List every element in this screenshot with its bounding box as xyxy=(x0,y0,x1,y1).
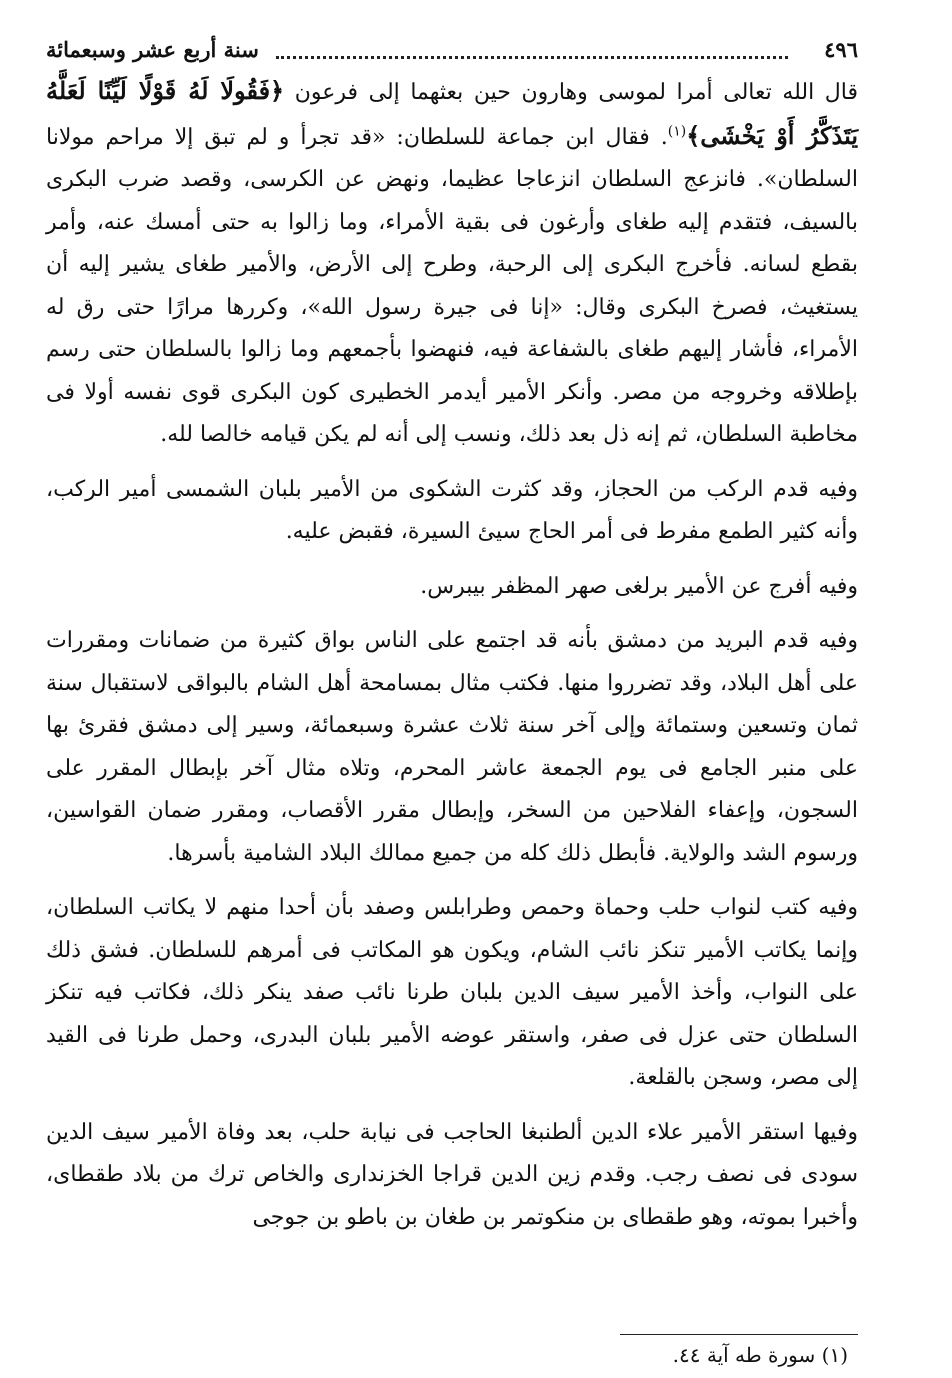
paragraph-2: وفيه قدم الركب من الحجاز، وقد كثرت الشكوى من الأمير بلبان الشمسى أمير الركب، وأنه كثير الطمع مفرط فى أمر الحاج سيئ السيرة، فقبض عليه. xyxy=(46,476,858,544)
quran-verse: ﴿فَقُولَا لَهُ قَوْلًا لَيِّنًا لَعَلَّهُ يَتَذَكَّرُ أَوْ يَخْشَى﴾ xyxy=(46,76,858,150)
footnote-reference: (١) xyxy=(667,123,687,140)
running-title: سنة أربع عشر وسبعمائة xyxy=(46,37,259,62)
paragraph-3: وفيه أفرج عن الأمير برلغى صهر المظفر بيبرس. xyxy=(420,573,858,599)
page-number: ٤٩٦ xyxy=(824,37,858,62)
paragraph-1 xyxy=(46,70,858,457)
paragraph-5: وفيه كتب لنواب حلب وحماة وحمص وطرابلس وصفد بأن أحدا منهم لا يكاتب السلطان، وإنما يكاتب الأمير تنكز نائب الشام، ويكون هو المكاتب فى أمرهم للسلطان. فشق ذلك على النواب، وأخذ الأمير سيف الدين بلبان طرنا نائب صفد ينكر ذلك، فكاتب فيه تنكز السلطان حتى عزل فى صفر، واستقر عوضه الأمير بلبان البدرى، وحمل طرنا فى القيد إلى مصر، وسجن بالقلعة. xyxy=(46,895,858,1090)
paragraph-1-opening: قال الله تعالى أمرا لموسى وهارون حين بعثهما إلى فرعون xyxy=(294,80,859,105)
paragraph-1-body: . فقال ابن جماعة للسلطان: «قد تجرأ و لم تبق إلا مراحم مولانا السلطان». فانزعج السلطان انزعاجا عظيما، ونهض عن الكرسى، وقصد ضرب البكرى بالسيف، فتقدم إليه طغاى وأرغون فى بقية الأمراء، وما زالوا به حتى أمسك عنه، وأمر بقطع لسانه. فأخرج البكرى إلى الرحبة، وطرح إلى الأرض، والأمير طغاى يشير إليه أن يستغيث، فصرخ البكرى وقال: «إنا فى جيرة رسول الله»، وكررها مرارًا حتى رق له الأمراء، فأشار إليهم طغاى بالشفاعة فيه، فنهضوا بأجمعهم وما زالوا بالسلطان حتى رسم بإطلاقه وخروجه من مصر. وأنكر الأمير أيدمر الخطيرى كون البكرى قوى نفسه أولا فى مخاطبة السلطان، ثم إنه ذل بعد ذلك، ونسب إلى أنه لم يكن قيامه خالصا لله. xyxy=(46,124,859,447)
paragraph-4: وفيه قدم البريد من دمشق بأنه قد اجتمع على الناس بواق كثيرة من ضمانات ومقررات على أهل البلاد، وقد تضرروا منها. فكتب مثال بمسامحة أهل الشام بالبواقى لاستقبال سنة ثمان وتسعين وستمائة وإلى آخر سنة ثلاث عشرة وسبعمائة، وسير إلى دمشق فقرئ بها على منبر الجامع فى يوم الجمعة عاشر المحرم، وتلاه مثال آخر بإبطال المقرر على السجون، وإعفاء الفلاحين من السخر، وإبطال مقرر الأقصاب، ومقرر ضمان القواسين، ورسوم الشد والولاية. فأبطل ذلك كله من جميع ممالك البلاد الشامية بأسرها. xyxy=(46,628,858,866)
header-dotted-leader xyxy=(276,56,788,59)
footnote: (١) سورة طه آية ٤٤. xyxy=(672,1343,848,1367)
book-page xyxy=(46,30,859,1367)
running-header xyxy=(46,30,858,70)
footnote-divider xyxy=(620,1334,858,1335)
paragraph-6: وفيها استقر الأمير علاء الدين ألطنبغا الحاجب فى نيابة حلب، بعد وفاة الأمير سيف الدين سودى فى نصف رجب. وقدم زين الدين قراجا الخزندارى والخاص ترك من بلاد طقطاى، وأخبرا بموته، وهو طقطاى بن منكوتمر بن طغان بن باطو بن جوجى xyxy=(46,1119,858,1230)
